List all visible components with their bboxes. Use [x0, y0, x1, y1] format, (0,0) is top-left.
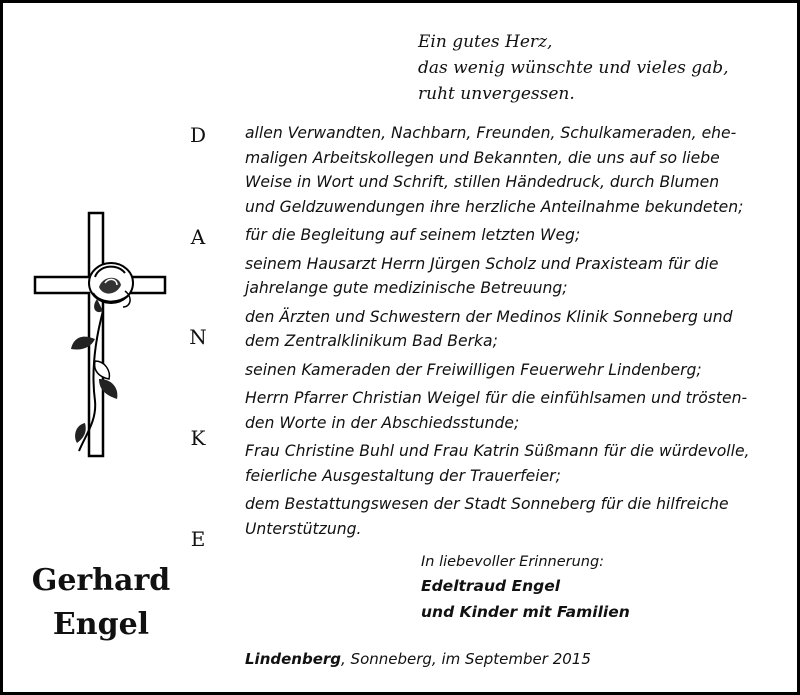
entry-line: und Geldzuwendungen ihre herzliche Anteilnahme bekundeten; — [245, 197, 744, 216]
place-rest: , Sonneberg, im September 2015 — [341, 650, 591, 668]
thanks-entry — [245, 121, 758, 219]
entry-line: allen Verwandten, Nachbarn, Freunden, Schulkameraden, ehe- — [245, 124, 737, 142]
poem-line: ruht unvergessen. — [418, 84, 575, 104]
entry-line: dem Bestattungswesen der Stadt Sonneberg für die hilfreiche — [245, 495, 729, 513]
entry-line: für die Begleitung auf seinem letzten Weg; — [245, 226, 581, 244]
regards — [421, 551, 630, 625]
entry-line: den Worte in der Abschiedsstunde; — [245, 413, 520, 432]
poem-line: Ein gutes Herz, — [418, 32, 553, 52]
thanks-entry — [245, 223, 758, 248]
entry-line: feierliche Ausgestaltung der Trauerfeier; — [245, 466, 561, 485]
entry-line: dem Zentralklinikum Bad Berka; — [245, 332, 498, 350]
entry-line: Unterstützung. — [245, 519, 362, 538]
cross-with-rose-icon — [33, 211, 173, 461]
entry-line: den Ärzten und Schwestern der Medinos Klinik Sonneberg und — [245, 307, 733, 326]
entry-line: seinen Kameraden der Freiwilligen Feuerwehr Lindenberg; — [245, 360, 702, 379]
deceased-first-name: Gerhard — [31, 563, 171, 598]
thanks-entry — [245, 492, 758, 541]
dank-letter-d: D — [189, 123, 207, 147]
entry-line: Weise in Wort und Schrift, stillen Händedruck, durch Blumen — [245, 173, 720, 191]
dank-letter-a: A — [190, 225, 206, 249]
poem-line: das wenig wünschte und vieles gab, — [418, 58, 729, 78]
dank-letter-n: N — [189, 325, 207, 349]
entry-line: seinem Hausarzt Herrn Jürgen Scholz und Praxisteam für die — [245, 254, 719, 273]
family-name: Edeltraud Engel — [421, 577, 561, 595]
regards-lead: In liebevoller Erinnerung: — [421, 554, 605, 570]
thanks-entry — [245, 358, 758, 383]
deceased-last-name: Engel — [52, 607, 150, 642]
dank-letter-k: K — [190, 426, 206, 450]
thanks-entry — [245, 305, 758, 354]
entry-line: jahrelange gute medizinische Betreuung; — [245, 279, 568, 297]
poem — [418, 29, 729, 107]
thanks-entry — [245, 386, 758, 435]
thanks-entry — [245, 439, 758, 488]
entry-line: maligen Arbeitskollegen und Bekannten, die uns auf so liebe — [245, 148, 720, 167]
family-members: und Kinder mit Familien — [421, 603, 630, 621]
thanks-list — [245, 121, 758, 545]
dank-letter-e: E — [190, 527, 206, 551]
place-date — [245, 650, 591, 668]
place-town: Lindenberg — [245, 650, 342, 668]
entry-line: Herrn Pfarrer Christian Weigel für die einfühlsamen und trösten- — [245, 389, 748, 407]
thanks-entry — [245, 252, 758, 301]
entry-line: Frau Christine Buhl und Frau Katrin Süßmann für die würdevolle, — [245, 442, 750, 460]
